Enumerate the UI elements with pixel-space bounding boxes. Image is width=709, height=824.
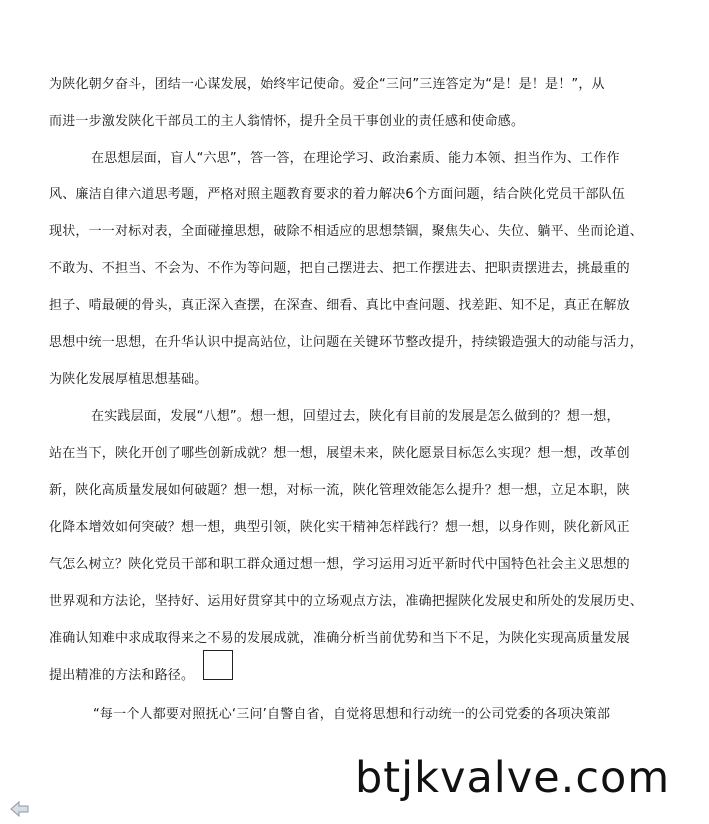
text-cursor-box[interactable]	[203, 650, 233, 680]
back-arrow-icon[interactable]	[10, 801, 30, 817]
text-line: 而进一步激发陕化干部员工的主人翁情怀，提升全员干事创业的责任感和使命感。	[49, 114, 525, 129]
text-line: 提出精准的方法和路径。	[49, 668, 195, 683]
watermark: btjkvalve.com	[355, 753, 671, 803]
text-line: 风、廉洁自律六道思考题，严格对照主题教育要求的着力解决6个方面问题，结合陕化党员干部队伍	[49, 187, 626, 202]
text-line: 不敢为、不担当、不会为、不作为等问题，把自己摆进去、把工作摆进去、把职责摆进去，挑最重的	[49, 261, 630, 276]
text-line: 新，陕化高质量发展如何破题？想一想，对标一流，陕化管理效能怎么提升？想一想，立足本职，陕	[49, 483, 630, 498]
text-line: 担子、啃最硬的骨头，真正深入查摆，在深查、细看、真比中查问题、找差距、知不足，真正在解放	[49, 298, 630, 313]
text-line: 气怎么树立？陕化党员干部和职工群众通过想一想，学习运用习近平新时代中国特色社会主义思想的	[49, 557, 630, 572]
text-line: 为陕化朝夕奋斗，团结一心谋发展，始终牢记使命。爱企“三问”三连答定为“是！是！是！”，从	[49, 77, 605, 92]
text-line: 化降本增效如何突破？想一想，典型引领，陕化实干精神怎样践行？想一想，以身作则，陕化新风正	[49, 520, 630, 535]
paragraph-start-line: “每一个人都要对照抚心‘三问’自警自省，自觉将思想和行动统一的公司党委的各项决策部	[93, 707, 611, 722]
text-line: 站在当下，陕化开创了哪些创新成就？想一想，展望未来，陕化愿景目标怎么实现？想一想，改革创	[49, 446, 630, 461]
text-line: 准确认知难中求成取得来之不易的发展成就，准确分析当前优势和当下不足，为陕化实现高质量发展	[49, 631, 630, 646]
text-line: 现状，一一对标对表，全面碰撞思想，破除不相适应的思想禁锢，聚焦失心、失位、躺平、坐而论道、	[49, 224, 644, 239]
text-line: 世界观和方法论，坚持好、运用好贯穿其中的立场观点方法，准确把握陕化发展史和所处的发展历史、	[49, 594, 644, 609]
paragraph-start-line: 在实践层面，发展“八想”。想一想，回望过去，陕化有目前的发展是怎么做到的？想一想，	[91, 409, 620, 424]
text-line: 思想中统一思想，在升华认识中提高站位，让问题在关键环节整改提升，持续锻造强大的动能与活力，	[49, 335, 644, 350]
text-line: 为陕化发展厚植思想基础。	[49, 372, 208, 387]
paragraph-start-line: 在思想层面，盲人“六思”，答一答，在理论学习、政治素质、能力本领、担当作为、工作作	[91, 151, 620, 166]
